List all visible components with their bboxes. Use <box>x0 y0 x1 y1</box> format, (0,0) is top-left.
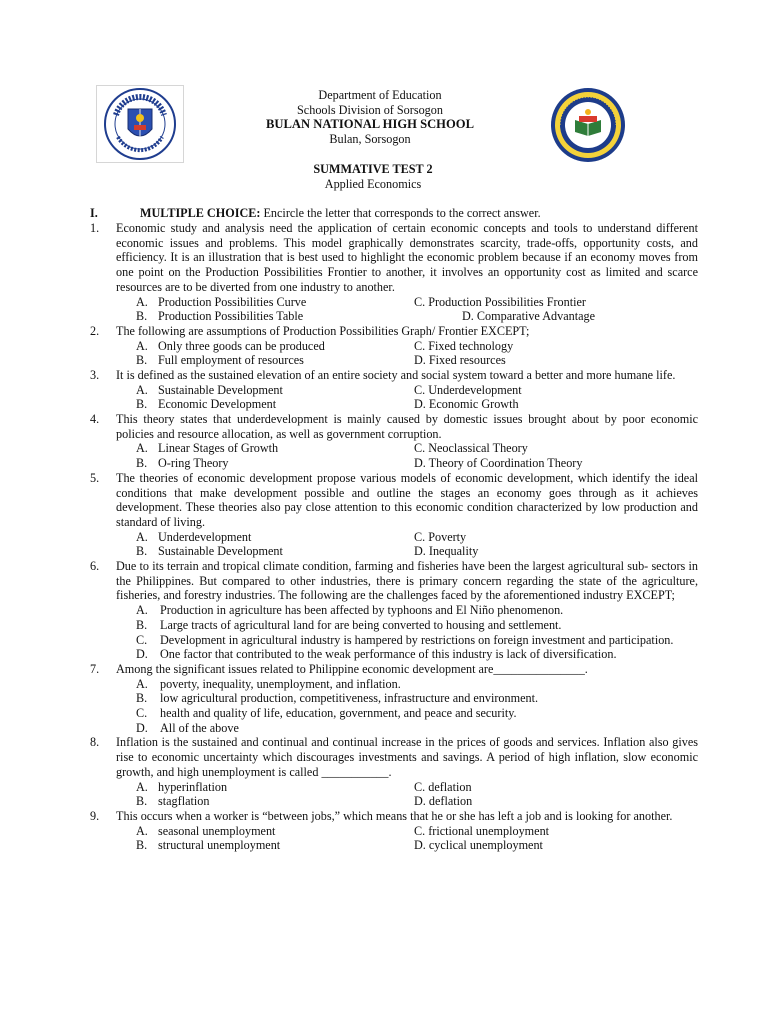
test-content <box>90 206 698 853</box>
part-number: I. <box>90 206 98 220</box>
question <box>90 412 698 441</box>
option-a[interactable]: A. Production Possibilities Curve <box>136 294 307 309</box>
option-d[interactable]: D. All of the above <box>136 720 239 735</box>
option-a[interactable]: A. Only three goods can be produced <box>136 338 325 353</box>
question-number: 6. <box>90 559 100 574</box>
question-text: The theories of economic development propose various models of economic development, which identify the ideal conditions that make development possible and outline the stages an economy goes through as it achieves development. These theories also pay close attention to this economic condition characterized by low production and standard of living. <box>116 470 698 529</box>
question-text: Economic study and analysis need the application of certain economic concepts and tools to understand different economic issues and problems. This model graphically demonstrates scarcity, trade-offs, opportunity costs, and efficiency. It is an illustration that is best used to highlight the economic problem because if an economy moves from one point on the Production Possibilities Frontier to another, it involves an opportunity cost as limited and scarce resources are to be diverted from one industry to another. <box>116 221 698 294</box>
question <box>90 471 698 530</box>
question <box>90 221 698 295</box>
part-heading <box>90 206 698 221</box>
question-text: Among the significant issues related to Philippine economic development are_______________. <box>116 661 588 676</box>
answer-options <box>90 339 698 368</box>
test-title: SUMMATIVE TEST 2 <box>313 162 433 176</box>
option-b[interactable]: B. stagflation <box>136 794 210 809</box>
option-c[interactable]: C. deflation <box>414 779 472 794</box>
option-c[interactable]: C. Production Possibilities Frontier <box>414 294 586 309</box>
option-b[interactable]: B. Sustainable Development <box>136 544 283 559</box>
option-a[interactable]: A. Linear Stages of Growth <box>136 441 279 456</box>
test-subject: Applied Economics <box>324 176 422 191</box>
option-c[interactable]: C. health and quality of life, education, government, and peace and security. <box>136 706 517 721</box>
option-d[interactable]: D. cyclical unemployment <box>414 838 543 853</box>
question <box>90 809 698 824</box>
option-b[interactable]: B. Large tracts of agricultural land for are being converted to housing and settlement. <box>136 617 562 632</box>
option-c[interactable]: C. Poverty <box>414 529 467 544</box>
part-instructions <box>140 206 541 221</box>
option-b[interactable]: B. structural unemployment <box>136 838 281 853</box>
question-number: 7. <box>90 661 100 676</box>
question-number: 2. <box>90 323 100 338</box>
option-d[interactable]: D. Comparative Advantage <box>462 309 596 324</box>
option-b[interactable]: B. Production Possibilities Table <box>136 309 304 324</box>
division-name: Schools Division of Sorsogon <box>297 102 443 117</box>
option-c[interactable]: C. frictional unemployment <box>414 823 550 838</box>
option-d[interactable]: D. Fixed resources <box>414 353 506 368</box>
question-number: 3. <box>90 367 100 382</box>
question-number: 1. <box>90 221 100 235</box>
option-c[interactable]: C. Underdevelopment <box>414 382 522 397</box>
question <box>90 735 698 779</box>
question-text: This occurs when a worker is “between jobs,” which means that he or she has left a job and is looking for another. <box>116 808 673 823</box>
option-a[interactable]: A. Production in agriculture has been affected by typhoons and El Niño phenomenon. <box>136 603 564 618</box>
answer-options <box>90 824 698 853</box>
option-c[interactable]: C. Fixed technology <box>414 338 514 353</box>
option-d[interactable]: D. One factor that contributed to the weak performance of this industry is lack of diversification. <box>136 647 617 662</box>
test-title-block <box>0 162 768 191</box>
option-c[interactable]: C. Neoclassical Theory <box>414 441 528 456</box>
question <box>90 662 698 677</box>
question <box>90 559 698 603</box>
question-text: Due to its terrain and tropical climate condition, farming and fisheries have been the largest agricultural sub- sectors in the Philippines. But compared to other industries, there is primary concern regarding the state of the agriculture, fisheries, and forestry industries. The following are the challenges faced by the aforementioned industry EXCEPT; <box>116 559 698 603</box>
question-text: The following are assumptions of Production Possibilities Graph/ Frontier EXCEPT; <box>116 323 530 338</box>
school-location: Bulan, Sorsogon <box>329 132 411 147</box>
question-number: 8. <box>90 735 100 750</box>
option-d[interactable]: D. Theory of Coordination Theory <box>414 456 583 471</box>
option-d[interactable]: D. Inequality <box>414 544 479 559</box>
department-name: Department of Education <box>318 88 442 102</box>
part-instruction-text: Encircle the letter that corresponds to the correct answer. <box>260 206 541 220</box>
part-label: MULTIPLE CHOICE: <box>140 206 261 220</box>
question-number: 5. <box>90 470 100 485</box>
option-b[interactable]: B. low agricultural production, competitiveness, infrastructure and environment. <box>136 691 539 706</box>
option-b[interactable]: B. Full employment of resources <box>136 353 304 368</box>
answer-options <box>90 530 698 559</box>
question <box>90 368 698 383</box>
question-number: 9. <box>90 808 100 823</box>
option-d[interactable]: D. deflation <box>414 794 473 809</box>
option-d[interactable]: D. Economic Growth <box>414 397 519 412</box>
question-text: This theory states that underdevelopment is mainly caused by domestic issues brought about by poor economic policies and resource allocation, as well as government corruption. <box>116 412 698 441</box>
option-b[interactable]: B. O-ring Theory <box>136 456 229 471</box>
option-a[interactable]: A. Underdevelopment <box>136 529 252 544</box>
answer-options <box>90 441 698 470</box>
answer-options <box>90 295 698 324</box>
document-header <box>0 88 768 147</box>
question-text: Inflation is the sustained and continual and continual increase in the prices of goods and services. Inflation also gives rise to economic uncertainty which discourages investments and savings. A period of high inflation, slow economic growth, and high unemployment is called ___________. <box>116 735 698 779</box>
option-a[interactable]: A. poverty, inequality, unemployment, and inflation. <box>136 676 401 691</box>
option-c[interactable]: C. Development in agricultural industry is hampered by restrictions on foreign investment and participation. <box>136 632 674 647</box>
option-a[interactable]: A. seasonal unemployment <box>136 823 276 838</box>
question <box>90 324 698 339</box>
option-a[interactable]: A. Sustainable Development <box>136 382 283 397</box>
option-b[interactable]: B. Economic Development <box>136 397 277 412</box>
question-text: It is defined as the sustained elevation of an entire society and social system toward a better and more humane life. <box>116 367 676 382</box>
question-number: 4. <box>90 412 100 427</box>
school-name: BULAN NATIONAL HIGH SCHOOL <box>266 117 474 132</box>
answer-options <box>90 780 698 809</box>
option-a[interactable]: A. hyperinflation <box>136 779 228 794</box>
answer-options <box>90 383 698 412</box>
